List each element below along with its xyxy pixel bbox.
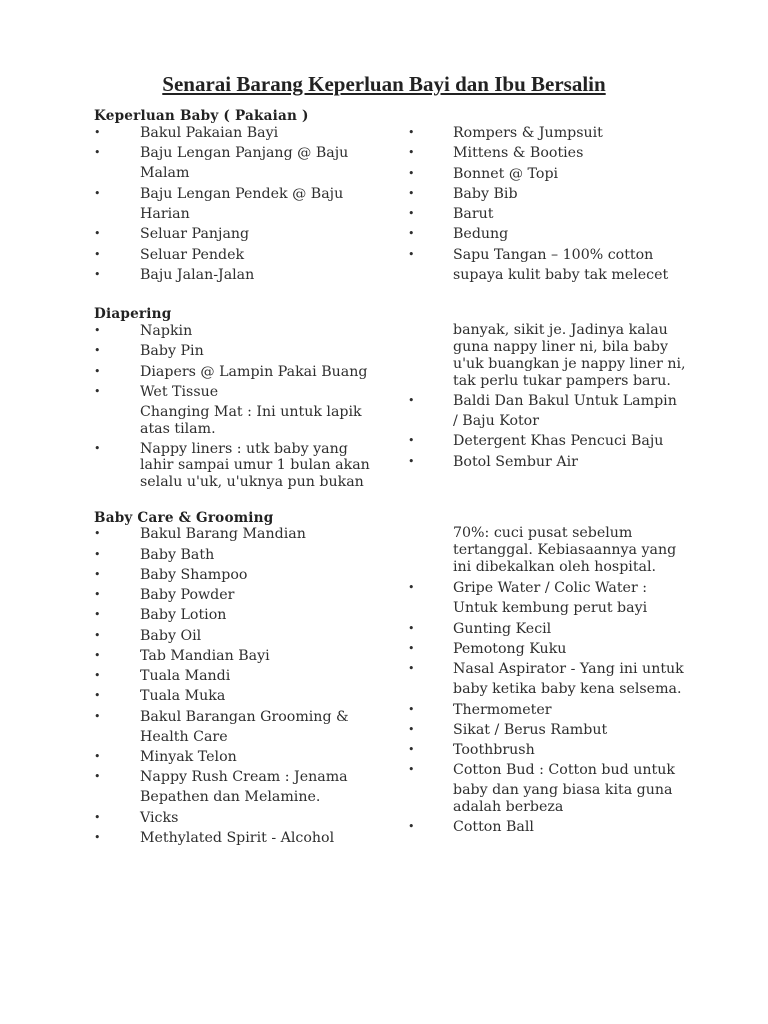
section-heading-pakaian: Keperluan Baby ( Pakaian )	[94, 108, 309, 124]
list-item-continuation: tertanggal. Kebiasaannya yang	[453, 542, 677, 558]
list-item-continuation: guna nappy liner ni, bila baby	[453, 339, 668, 355]
page-title: Senarai Barang Keperluan Bayi dan Ibu Bersalin	[162, 72, 606, 96]
list-item-continuation: adalah berbeza	[453, 799, 564, 815]
list-item-continuation: atas tilam.	[140, 421, 216, 437]
list-item-continuation: lahir sampai umur 1 bulan akan	[140, 457, 370, 473]
list-item-continuation: ini dibekalkan oleh hospital.	[453, 559, 657, 575]
section-heading-diapering: Diapering	[94, 306, 172, 322]
list-item-continuation: tak perlu tukar pampers baru.	[453, 373, 671, 389]
list-item-continuation: banyak, sikit je. Jadinya kalau	[453, 322, 668, 338]
list-item-continuation: 70%: cuci pusat sebelum	[453, 525, 633, 541]
section-heading-care: Baby Care & Grooming	[94, 510, 274, 526]
list-item-continuation: u'uk buangkan je nappy liner ni,	[453, 356, 686, 372]
list-item-continuation: selalu u'uk, u'uknya pun bukan	[140, 474, 364, 490]
list-item-continuation: baby dan yang biasa kita guna	[453, 782, 673, 798]
